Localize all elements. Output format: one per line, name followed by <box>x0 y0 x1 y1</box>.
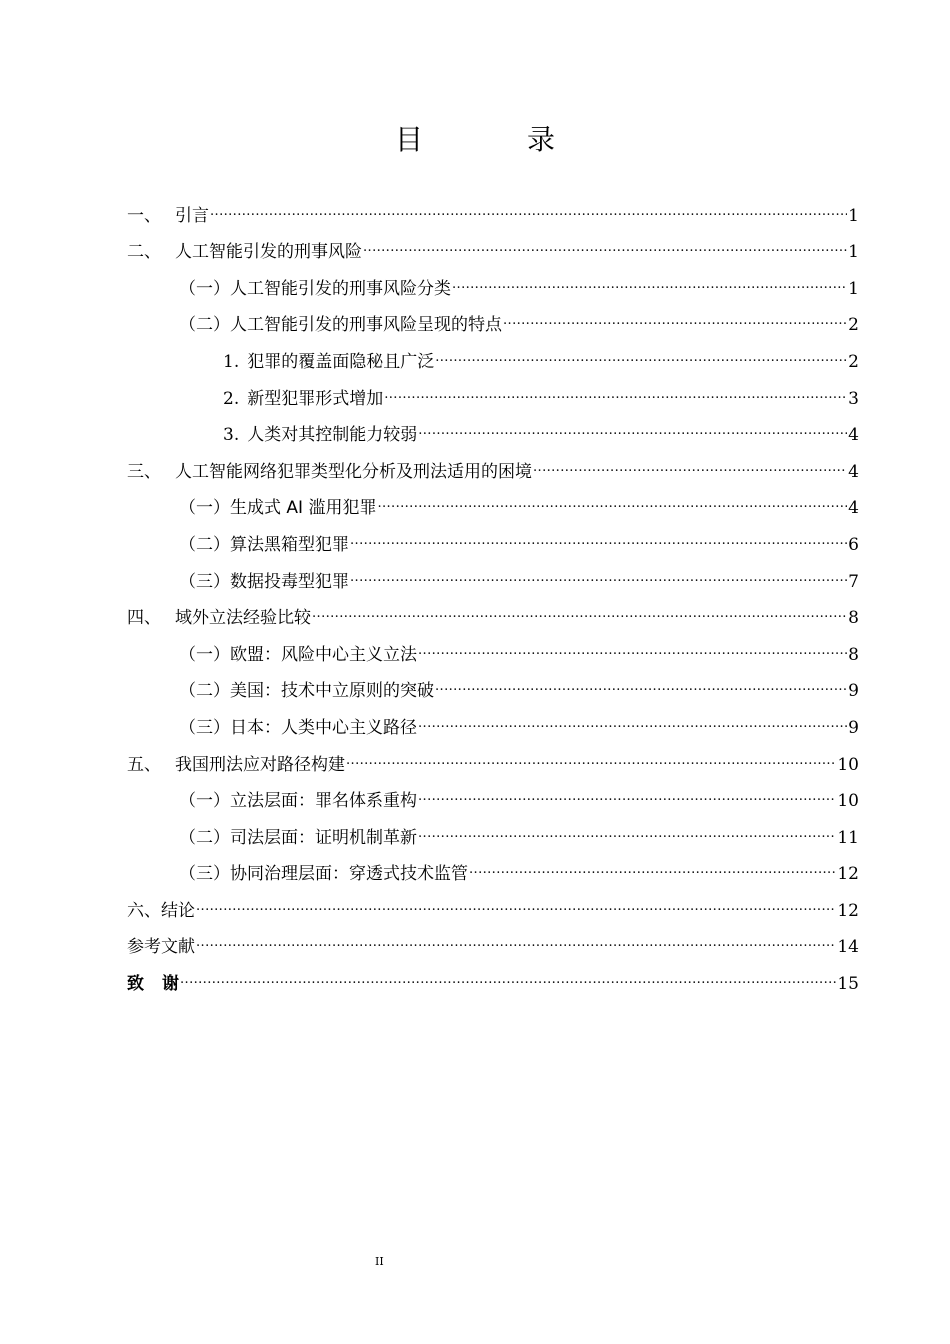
leader-dots <box>377 491 847 515</box>
leader-dots <box>350 565 847 589</box>
toc-label: 六、结论 <box>127 900 195 921</box>
toc-entry-4-3[interactable] <box>127 702 859 739</box>
toc-entry-2[interactable] <box>127 227 859 264</box>
toc-label: 引言 <box>175 205 209 226</box>
toc-number: （一） <box>179 791 230 812</box>
toc-page: 12 <box>837 900 859 921</box>
leader-dots <box>533 455 847 479</box>
toc-page: 8 <box>848 608 859 629</box>
leader-dots <box>384 382 847 406</box>
toc-page: 14 <box>837 937 859 958</box>
toc-number: 3. <box>223 425 240 446</box>
toc-entry-4-2[interactable] <box>127 666 859 703</box>
toc-label: 人工智能网络犯罪类型化分析及刑法适用的困境 <box>175 461 532 482</box>
toc-entry-acknowledgements[interactable] <box>127 958 859 995</box>
leader-dots <box>346 748 836 772</box>
toc-entry-6[interactable] <box>127 885 859 922</box>
toc-number: （二） <box>179 681 230 702</box>
toc-label-part-b: 谢 <box>162 974 179 995</box>
leader-dots <box>210 199 847 223</box>
leader-dots <box>180 967 836 991</box>
leader-dots <box>312 601 847 625</box>
leader-dots <box>418 711 847 735</box>
toc-entry-2-2-3[interactable] <box>127 410 859 447</box>
toc-label: 立法层面：罪名体系重构 <box>230 791 417 812</box>
toc-entry-5[interactable] <box>127 739 859 776</box>
toc-number: （二） <box>179 315 230 336</box>
toc-label: 算法黑箱型犯罪 <box>230 534 349 555</box>
toc-entry-2-1[interactable] <box>127 263 859 300</box>
toc-page: 8 <box>848 644 859 665</box>
toc-label: 欧盟：风险中心主义立法 <box>230 644 417 665</box>
toc-entry-5-3[interactable] <box>127 849 859 886</box>
toc-page: 2 <box>848 315 859 336</box>
toc-entry-4[interactable] <box>127 593 859 630</box>
toc-label: 新型犯罪形式增加 <box>247 388 384 409</box>
page-title: 目 录 <box>394 123 593 156</box>
leader-dots <box>503 308 847 332</box>
toc-page: 7 <box>848 571 859 592</box>
toc-page: 12 <box>837 864 859 885</box>
toc-page: 15 <box>837 974 859 995</box>
toc-page: 11 <box>837 827 859 848</box>
leader-dots <box>196 930 836 954</box>
toc-label: 人类对其控制能力较弱 <box>247 425 418 446</box>
toc-label: 我国刑法应对路径构建 <box>175 754 345 775</box>
toc-number: 一、 <box>127 205 161 226</box>
leader-dots <box>363 235 847 259</box>
toc-page: 10 <box>837 754 859 775</box>
toc-page: 4 <box>848 498 859 519</box>
leader-dots <box>418 418 847 442</box>
toc-label: 司法层面：证明机制革新 <box>230 827 417 848</box>
toc-page: 3 <box>848 388 859 409</box>
toc-entry-references[interactable] <box>127 922 859 959</box>
toc-entry-4-1[interactable] <box>127 629 859 666</box>
toc-number: （二） <box>179 827 230 848</box>
toc-label: 人工智能引发的刑事风险 <box>175 242 362 263</box>
toc-entry-2-2-2[interactable] <box>127 373 859 410</box>
toc-number: （三） <box>179 571 230 592</box>
toc-entry-2-2-1[interactable] <box>127 336 859 373</box>
toc-number: 五、 <box>127 754 161 775</box>
toc-label: 犯罪的覆盖面隐秘且广泛 <box>247 351 435 372</box>
toc-entry-5-2[interactable] <box>127 812 859 849</box>
toc-page: 1 <box>848 242 859 263</box>
toc-entry-3-1[interactable] <box>127 483 859 520</box>
leader-dots <box>418 784 836 808</box>
toc-label: 人工智能引发的刑事风险分类 <box>230 278 451 299</box>
toc-label: 美国：技术中立原则的突破 <box>230 681 434 702</box>
toc-label: 人工智能引发的刑事风险呈现的特点 <box>230 315 502 336</box>
leader-dots <box>418 638 847 662</box>
toc-entry-5-1[interactable] <box>127 776 859 813</box>
toc-number: 二、 <box>127 242 161 263</box>
footer-page-number: II <box>375 1255 384 1268</box>
toc-entry-3-3[interactable] <box>127 556 859 593</box>
toc-page: 1 <box>848 205 859 226</box>
toc-page: 9 <box>848 717 859 738</box>
toc-page: 9 <box>848 681 859 702</box>
leader-dots <box>435 345 847 369</box>
toc-label: 数据投毒型犯罪 <box>230 571 349 592</box>
toc-page: 6 <box>848 534 859 555</box>
toc-number: 1. <box>223 351 240 372</box>
leader-dots <box>418 821 836 845</box>
leader-dots <box>350 528 847 552</box>
leader-dots <box>435 674 847 698</box>
toc-label: 参考文献 <box>127 937 195 958</box>
toc-label: 协同治理层面：穿透式技术监管 <box>230 864 468 885</box>
toc-entry-3[interactable] <box>127 446 859 483</box>
toc-number: （三） <box>179 717 230 738</box>
leader-dots <box>196 894 836 918</box>
toc-label <box>127 973 179 995</box>
toc-page: 4 <box>848 461 859 482</box>
toc-number: （一） <box>179 644 230 665</box>
table-of-contents <box>127 190 859 995</box>
toc-number: （一） <box>179 498 230 519</box>
toc-number: 2. <box>223 388 240 409</box>
toc-label-part-a: 致 <box>127 974 162 995</box>
toc-page: 1 <box>848 278 859 299</box>
toc-entry-3-2[interactable] <box>127 519 859 556</box>
toc-label: 域外立法经验比较 <box>175 608 311 629</box>
toc-number: 三、 <box>127 461 161 482</box>
toc-number: （三） <box>179 864 230 885</box>
toc-number: （二） <box>179 534 230 555</box>
leader-dots <box>469 857 836 881</box>
toc-entry-1[interactable] <box>127 190 859 227</box>
toc-label: 生成式 AI 滥用犯罪 <box>230 498 377 519</box>
toc-entry-2-2[interactable] <box>127 300 859 337</box>
toc-page: 4 <box>848 425 859 446</box>
leader-dots <box>452 272 847 296</box>
toc-label: 日本：人类中心主义路径 <box>230 717 417 738</box>
toc-page: 10 <box>837 791 859 812</box>
toc-number: （一） <box>179 278 230 299</box>
toc-page: 2 <box>848 351 859 372</box>
toc-number: 四、 <box>127 608 161 629</box>
